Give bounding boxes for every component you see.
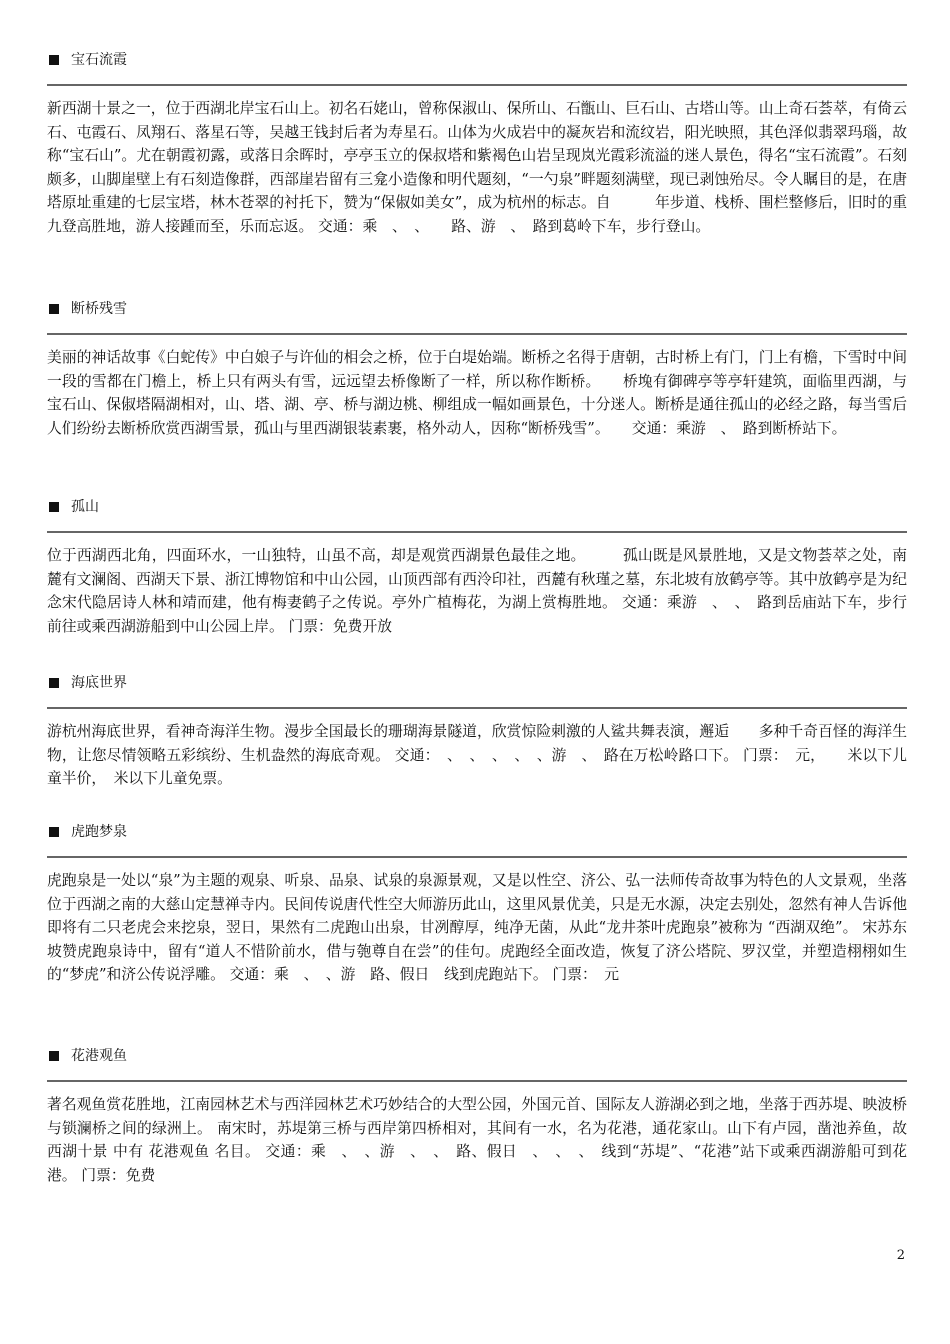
section-body: 著名观鱼赏花胜地，江南园林艺术与西洋园林艺术巧妙结合的大型公园，外国元首、国际友人游湖必到之地，坐落于西苏堤、映波桥与锁澜桥之间的绿洲上。 南宋时，苏堤第三桥与西岸第四桥相对，其间有一水，名为花港，通花家山。山下有卢园，凿池养鱼，故 西湖十景 中有 花港观鱼 名目。 交通：乘 、 、游 、 、 路、假日 、 、 、 线到“苏堤”、“花港”站下或乘西湖游船可到花港。 门票：免费: [47, 1096, 907, 1184]
section-duanqiao-canxue: [47, 299, 907, 437]
section-divider: [47, 333, 907, 335]
square-bullet-icon: [49, 502, 59, 512]
section-heading: [47, 50, 907, 70]
section-divider: [47, 707, 907, 709]
section-title: 宝石流霞: [71, 52, 127, 68]
section-baoshi-liuxia: [47, 50, 907, 235]
section-body: 游杭州海底世界，看神奇海洋生物。漫步全国最长的珊瑚海景隧道，欣赏惊险刺激的人鲨共舞表演，邂逅 多种千奇百怪的海洋生物，让您尽情领略五彩缤纷、生机盎然的海底奇观。 交通： 、 、 、 、 、游 、 路在万松岭路口下。 门票： 元， 米以下儿童半价， 米以下儿童免票。: [47, 723, 907, 787]
section-body: 美丽的神话故事《白蛇传》中白娘子与许仙的相会之桥，位于白堤始端。断桥之名得于唐朝，古时桥上有门，门上有檐，下雪时中间一段的雪都在门檐上，桥上只有两头有雪，远远望去桥像断了一样，所以称作断桥。 桥堍有御碑亭等亭轩建筑，面临里西湖，与宝石山、保俶塔隔湖相对，山、塔、湖、亭、桥与湖边桃、柳组成一幅如画景色，十分迷人。断桥是通往孤山的必经之路，每当雪后人们纷纷去断桥欣赏西湖雪景，孤山与里西湖银装素裹，格外动人，因称“断桥残雪”。 交通：乘游 、 路到断桥站下。: [47, 349, 907, 437]
section-title: 断桥残雪: [71, 301, 127, 317]
section-title: 海底世界: [71, 675, 127, 691]
section-heading: [47, 497, 907, 517]
section-title: 孤山: [71, 499, 99, 515]
square-bullet-icon: [49, 827, 59, 837]
section-divider: [47, 856, 907, 858]
section-gushan: [47, 497, 907, 635]
section-hupao-mengquan: [47, 822, 907, 983]
square-bullet-icon: [49, 55, 59, 65]
square-bullet-icon: [49, 1051, 59, 1061]
square-bullet-icon: [49, 678, 59, 688]
section-body: 虎跑泉是一处以“泉”为主题的观泉、听泉、品泉、试泉的泉源景观，又是以性空、济公、弘一法师传奇故事为特色的人文景观，坐落位于西湖之南的大慈山定慧禅寺内。民间传说唐代性空大师游历此山，这里风景优美，只是无水源，决定去别处，忽然有神人告诉他即将有二只老虎会来挖泉，翌日，果然有二虎跑山出泉，甘冽醇厚，纯净无菌，从此“龙井茶叶虎跑泉”被称为 “西湖双绝”。 宋苏东坡赞虎跑泉诗中，留有“道人不惜阶前水，借与匏尊自在尝”的佳句。虎跑经全面改造，恢复了济公塔院、罗汉堂，并塑造栩栩如生的“梦虎”和济公传说浮雕。 交通：乘 、 、游 路、假日 线到虎跑站下。 门票： 元: [47, 872, 907, 983]
page-number: 2: [896, 1248, 905, 1263]
section-divider: [47, 84, 907, 86]
section-heading: [47, 673, 907, 693]
section-heading: [47, 1046, 907, 1066]
section-title: 花港观鱼: [71, 1048, 127, 1064]
section-huagang-guanyu: [47, 1046, 907, 1184]
square-bullet-icon: [49, 304, 59, 314]
section-divider: [47, 1080, 907, 1082]
section-body: 新西湖十景之一，位于西湖北岸宝石山上。初名石姥山，曾称保淑山、保所山、石甑山、巨石山、古塔山等。山上奇石荟萃，有倚云石、屯霞石、凤翔石、落星石等，吴越王钱封后者为寿星石。山体为火成岩中的凝灰岩和流纹岩，阳光映照，其色泽似翡翠玛瑙，故称“宝石山”。尤在朝霞初露，或落日余晖时，亭亭玉立的保叔塔和紫褐色山岩呈现岚光霞彩流溢的迷人景色，得名“宝石流霞”。石刻颇多，山脚崖壁上有石刻造像群，西部崖岩留有三龛小造像和明代题刻，“一勺泉”畔题刻满壁，现已剥蚀殆尽。令人瞩目的是，在唐塔原址重建的七层宝塔，林木苍翠的衬托下，赞为“保俶如美女”，成为杭州的标志。自 年步道、栈桥、围栏整修后，旧时的重九登高胜地，游人接踵而至，乐而忘返。 交通：乘 、 、 路、游 、 路到葛岭下车，步行登山。: [47, 100, 907, 235]
section-heading: [47, 299, 907, 319]
section-body: 位于西湖西北角，四面环水，一山独特，山虽不高，却是观赏西湖景色最佳之地。 孤山既是风景胜地，又是文物荟萃之处，南麓有文澜阁、西湖天下景、浙江博物馆和中山公园，山顶西部有西泠印社，西麓有秋瑾之墓，东北坡有放鹤亭等。其中放鹤亭是为纪念宋代隐居诗人林和靖而建，他有梅妻鹤子之传说。亭外广植梅花，为湖上赏梅胜地。 交通：乘游 、 、 路到岳庙站下车，步行前往或乘西湖游船到中山公园上岸。 门票：免费开放: [47, 547, 907, 635]
section-title: 虎跑梦泉: [71, 824, 127, 840]
section-heading: [47, 822, 907, 842]
section-haidi-shijie: [47, 673, 907, 787]
section-divider: [47, 531, 907, 533]
